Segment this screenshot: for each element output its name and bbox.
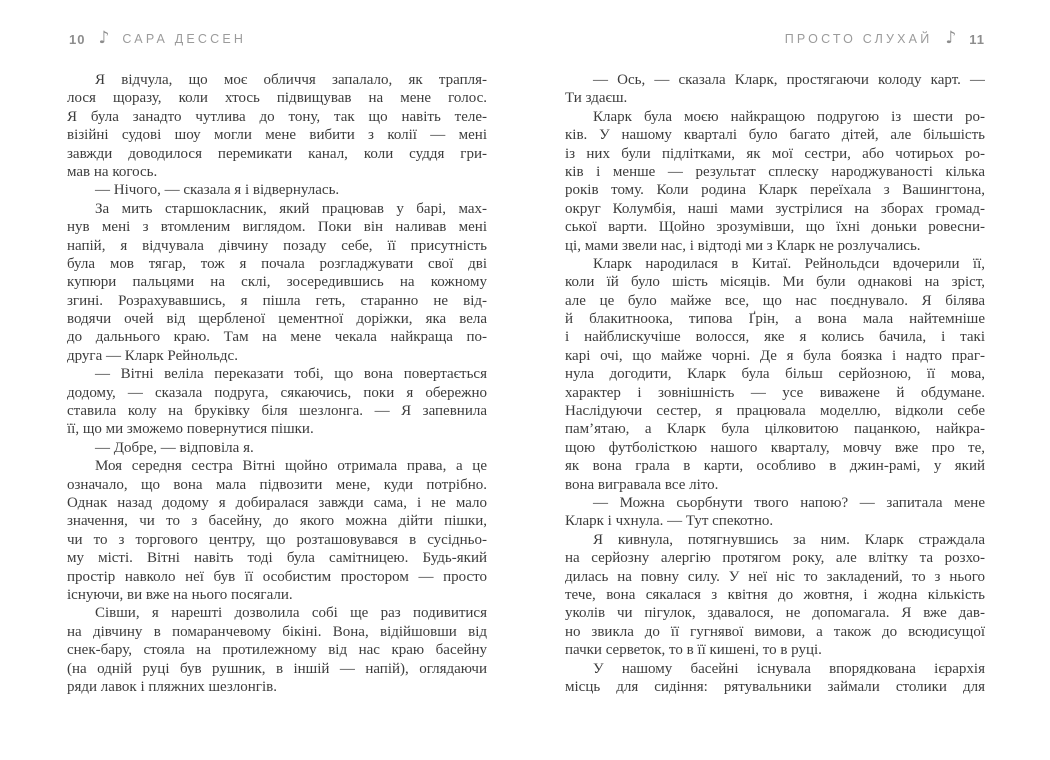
- text-line: ків і менше — результат сплеску народжуваності кілька: [565, 163, 985, 180]
- text-line: Моя середня сестра Вітні щойно отримала права, а це: [95, 458, 487, 475]
- text-line: Кларк була моєю найкращою подругою із шести ро-: [593, 108, 985, 125]
- text-line: мав на когось.: [67, 163, 158, 180]
- text-line: ряди лавок і пляжних шезлонгів.: [67, 678, 277, 695]
- paragraph: [67, 457, 487, 604]
- text-line: Кларк народилася в Китаї. Рейнольдси вдочерили її,: [593, 255, 985, 272]
- right-page: [525, 0, 1050, 760]
- text-line: — Можна сьорбнути твого напою? — запитала мене: [593, 494, 985, 511]
- text-line: чи то з торгового центру, що розташовувався в сусідньо-: [67, 531, 487, 548]
- text-line: дилась на повну силу. У неї ніс то закладений, то з нього: [565, 568, 985, 585]
- text-line: візійні судові шоу могли мене вибити з колії — мені: [67, 127, 487, 144]
- text-line: округ Колумбія, наші мами зустрілися на зборах громад-: [565, 200, 985, 217]
- paragraph: [67, 200, 487, 366]
- text-line: водячи очей від щербленої цементної доріжки, яка вела: [67, 311, 487, 328]
- text-line: вона вигравала все літо.: [565, 476, 719, 493]
- text-line: як вона грала в карти, особливо в джин-рамі, у який: [565, 458, 985, 475]
- running-title-book: ПРОСТО СЛУХАЙ: [784, 32, 933, 46]
- text-line: ків. У нашому кварталі було багато дітей, але більшість: [565, 127, 985, 144]
- text-line: років тому. Коли родина Кларк переїхала з Вашингтона,: [565, 182, 985, 199]
- text-line: але це було майже все, що нас поєднувало. Я білява: [565, 292, 985, 309]
- page-number: 10: [69, 31, 86, 47]
- running-title-author: САРА ДЕССЕН: [122, 32, 247, 46]
- text-line: У нашому басейні існувала впорядкована ієрархія: [593, 660, 985, 677]
- text-line: Я відчула, що моє обличчя запалало, як трапля-: [95, 72, 487, 88]
- text-line: купюри пальцями на склі, зосередившись на кожному: [67, 274, 487, 291]
- text-line: простір навколо неї був її особистим простором — просто: [67, 568, 487, 585]
- text-line: му місті. Вітні навіть тоді була самітницею. Будь-який: [67, 550, 487, 567]
- text-line: напій, я відчувала дівчину позаду себе, її присутність: [67, 237, 487, 254]
- text-line: — Ось, — сказала Кларк, простягаючи колоду карт. —: [593, 72, 985, 88]
- paragraph: [67, 71, 487, 181]
- text-line: коли їй було шість місяців. Ми були однакові на зріст,: [565, 274, 985, 291]
- music-note-icon: ♪: [98, 27, 110, 48]
- text-line: ської варти. Щойно зрозумівши, що їхні доньки ровесни-: [565, 219, 985, 236]
- text-line: Я була занадто чутлива до тону, так що навіть теле-: [67, 108, 487, 125]
- text-line: Ти здаєш.: [565, 90, 628, 107]
- text-line: друга — Кларк Рейнольдс.: [67, 347, 238, 364]
- paragraph: [565, 255, 985, 494]
- text-line: Я кивнула, потягнувшись за ним. Кларк страждала: [593, 531, 985, 548]
- text-line: но звикла до її гугнявої вимови, а також до всюдисущої: [565, 623, 985, 640]
- page-number: 11: [969, 31, 985, 47]
- text-line: ставила колу на бруківку біля шезлонга. — Я запевнила: [67, 403, 487, 420]
- text-line: — Нічого, — сказала я і відвернулась.: [95, 182, 340, 199]
- text-line: була мов тягар, тож я почала розгладжувати свої дві: [67, 255, 487, 272]
- text-line: Сівши, я нарешті дозволила собі ще раз подивитися: [95, 605, 487, 622]
- paragraph: [565, 108, 985, 255]
- paragraph: [67, 439, 487, 457]
- paragraph: [67, 181, 487, 199]
- text-line: За мить старшокласник, який працював у барі, мах-: [95, 200, 487, 217]
- text-line: згині. Розрахувавшись, я пішла геть, старанно не від-: [67, 292, 487, 309]
- text-line: існуючи, ви вже на нього посягали.: [67, 586, 293, 603]
- text-line: Однак назад додому я добиралася завжди сама, і не мало: [67, 494, 487, 511]
- paragraph: [67, 365, 487, 439]
- text-line: значення, чи то з басейну, до якого можна дійти пішки,: [67, 513, 487, 530]
- paragraph: [565, 494, 985, 531]
- paragraph: [565, 71, 985, 108]
- text-line: місць для сидіння: рятувальники займали столики для: [565, 678, 985, 695]
- text-line: — Вітні веліла переказати тобі, що вона повертається: [95, 366, 487, 383]
- text-line: карі очі, що майже чорні. Де я була боязка і надто праг-: [565, 347, 985, 364]
- text-line: характер і зовнішність — усе виважене й обдумане.: [565, 384, 985, 401]
- text-line: щою футболісткою нашого кварталу, мовчу вже про те,: [565, 439, 985, 456]
- paragraph: [565, 660, 985, 697]
- text-line: й блакитноока, типова Ґрін, а вона мала найтемніше: [565, 311, 985, 328]
- text-line: — Добре, — відповіла я.: [95, 439, 254, 456]
- text-line: додому, — сказала подруга, сякаючись, поки я обережно: [67, 384, 487, 401]
- text-line: (на одній руці був рушник, в іншій — напій), оглядаючи: [67, 660, 487, 677]
- text-line: уколів чи пігулок, здавалося, не допомагала. Я вже дав-: [565, 605, 985, 622]
- paragraph: [565, 531, 985, 660]
- right-page-text: [565, 71, 985, 696]
- text-line: нув мені з втомленим виглядом. Поки він наливав мені: [67, 219, 487, 236]
- text-line: лося щоразу, коли хтось підвищував на мене голос.: [67, 90, 487, 107]
- left-running-head: [69, 27, 247, 48]
- text-line: ці, мами звели нас, і відтоді ми з Кларк не розлучались.: [565, 237, 921, 254]
- music-note-icon: ♪: [945, 27, 957, 48]
- text-line: снек-бару, стояла на протилежному від нас краю басейну: [67, 642, 487, 659]
- text-line: Кларк і чхнула. — Тут спекотно.: [565, 513, 774, 530]
- text-line: означало, що вона мала підвозити мене, куди потрібно.: [67, 476, 487, 493]
- text-line: на серйозну алергію протягом року, але влітку та розхо-: [565, 550, 985, 567]
- text-line: і найблискучіше волосся, яке я колись бачила, і такі: [565, 329, 985, 346]
- text-line: завжди доводилося перемикати канал, коли суддя гри-: [67, 145, 487, 162]
- paragraph: [67, 604, 487, 696]
- left-page-text: [67, 71, 487, 696]
- right-running-head: [784, 27, 985, 48]
- text-line: із них були підлітками, як мої сестри, або чотирьох ро-: [565, 145, 985, 162]
- text-line: пачки серветок, то в її кишені, то в руці.: [565, 642, 822, 659]
- text-line: нула догодити, Кларк була більш серйозною, її мова,: [565, 366, 985, 383]
- text-line: пам’ятаю, а Кларк була цілковитою пацанкою, найкра-: [565, 421, 985, 438]
- text-line: тече, вона сякалася з квітня до жовтня, і жодна кількість: [565, 586, 985, 603]
- text-line: до дальнього краю. Там на мене чекала найкраща по-: [67, 329, 487, 346]
- text-line: на дівчину в помаранчевому бікіні. Вона, відійшовши від: [67, 623, 487, 640]
- text-line: Наслідуючи сестер, я працювала моделлю, відколи себе: [565, 403, 985, 420]
- text-line: її, що ми зможемо повернутися пішки.: [67, 421, 314, 438]
